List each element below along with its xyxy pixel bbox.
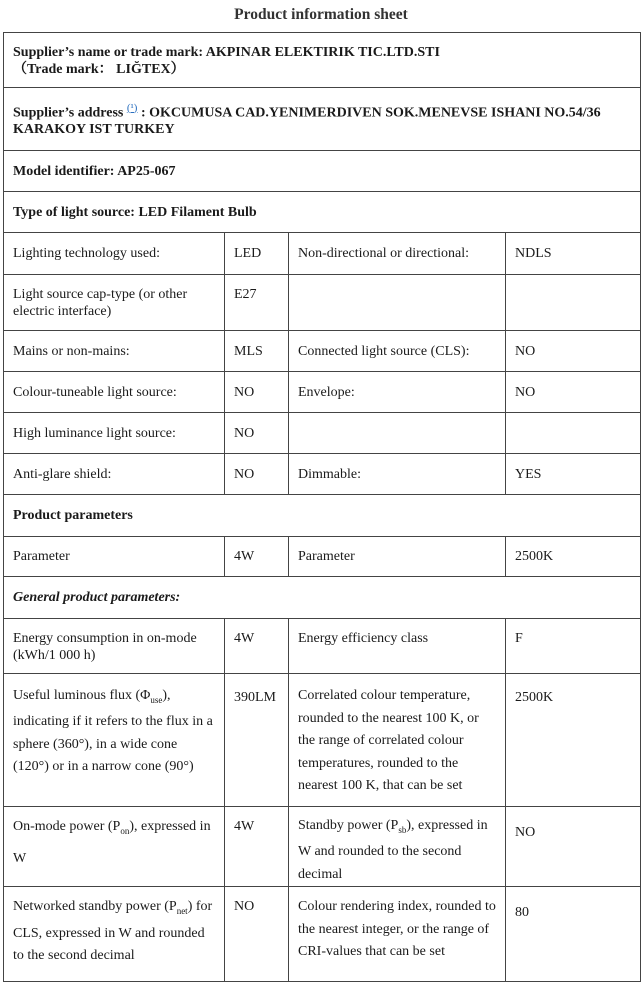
cell-value: NO	[225, 372, 289, 413]
table-row	[4, 372, 641, 413]
supplier-name-row	[4, 33, 641, 88]
supplier-name-cell	[4, 33, 641, 88]
power-label-rest: ), expressed in W	[13, 819, 211, 866]
cell-value: 80	[506, 887, 641, 982]
cell-value: NO	[506, 372, 641, 413]
cell-value: NO	[225, 413, 289, 454]
cell-value: 2500K	[506, 674, 641, 807]
table-row	[4, 454, 641, 495]
table-row	[4, 807, 641, 887]
supplier-address-row	[4, 88, 641, 151]
cell-label: Non-directional or directional:	[289, 233, 506, 275]
cell-label	[289, 275, 506, 331]
supplier-address-cell	[4, 88, 641, 151]
cell-label: Mains or non-mains:	[4, 331, 225, 372]
cell-label	[289, 413, 506, 454]
cell-label: Lighting technology used:	[4, 233, 225, 275]
table-row	[4, 331, 641, 372]
cell-label	[4, 807, 225, 887]
table-row	[4, 233, 641, 275]
supplier-address: : OKCUMUSA CAD.YENIMERDIVEN SOK.MENEVSE ISHANI NO.54/36 KARAKOY IST TURKEY	[13, 105, 601, 138]
cell-value	[506, 275, 641, 331]
cell-value: LED	[225, 233, 289, 275]
cell-label: Parameter	[289, 537, 506, 577]
table-row	[4, 674, 641, 807]
supplier-address-label: Supplier’s address	[13, 105, 127, 121]
cell-value	[506, 413, 641, 454]
cell-label: Envelope:	[289, 372, 506, 413]
cell-value: NDLS	[506, 233, 641, 275]
table-row	[4, 413, 641, 454]
footnote-link[interactable]: (¹)	[126, 101, 138, 114]
networked-label-rest: ) for CLS, expressed in W and rounded to the second decimal	[13, 899, 213, 964]
standby-label-text: Standby power (P	[298, 818, 399, 833]
table-row	[4, 887, 641, 982]
light-source-type: Type of light source: LED Filament Bulb	[4, 192, 641, 233]
cell-label: Energy efficiency class	[289, 619, 506, 674]
section-header-row	[4, 495, 641, 537]
section-header: Product parameters	[4, 495, 641, 537]
model-row	[4, 151, 641, 192]
cell-value: NO	[506, 331, 641, 372]
cell-label: Parameter	[4, 537, 225, 577]
product-information-table	[3, 32, 641, 982]
supplier-name: Supplier’s name or trade mark: AKPINAR ELEKTIRIK TIC.LTD.STI	[13, 45, 440, 60]
table-row	[4, 619, 641, 674]
cell-value: E27	[225, 275, 289, 331]
power-label-text: On-mode power (P	[13, 819, 121, 834]
cell-value: 4W	[225, 807, 289, 887]
light-source-type-row	[4, 192, 641, 233]
cell-label	[4, 887, 225, 982]
cell-label: High luminance light source:	[4, 413, 225, 454]
cell-value: NO	[225, 887, 289, 982]
cell-label	[4, 674, 225, 807]
cell-label: Correlated colour temperature, rounded to the nearest 100 K, or the range of correlated colour temperatures, rounded to the nearest 100 K, that can be set	[289, 674, 506, 807]
flux-subscript: use	[150, 694, 163, 705]
cell-value: 4W	[225, 537, 289, 577]
cell-value: 390LM	[225, 674, 289, 807]
model-identifier: Model identifier: AP25-067	[4, 151, 641, 192]
flux-label-text: Useful luminous flux (Φ	[13, 688, 151, 703]
table-row	[4, 275, 641, 331]
power-subscript: on	[120, 825, 130, 836]
standby-subscript: sb	[398, 824, 407, 835]
networked-subscript: net	[176, 906, 188, 917]
trade-mark: （Trade mark： LIĞTEX）	[13, 62, 185, 77]
section-header: General product parameters:	[4, 577, 641, 619]
cell-label: Colour rendering index, rounded to the nearest integer, or the range of CRI-values that can be set	[289, 887, 506, 982]
cell-value: MLS	[225, 331, 289, 372]
table-row	[4, 537, 641, 577]
cell-value: NO	[506, 807, 641, 887]
cell-value: F	[506, 619, 641, 674]
cell-value: YES	[506, 454, 641, 495]
cell-label: Colour-tuneable light source:	[4, 372, 225, 413]
standby-label-rest: ), expressed in W and rounded to the second decimal	[298, 818, 488, 882]
cell-label: Dimmable:	[289, 454, 506, 495]
cell-value: 2500K	[506, 537, 641, 577]
page-title: Product information sheet	[234, 6, 408, 23]
cell-value: NO	[225, 454, 289, 495]
section-header-row	[4, 577, 641, 619]
cell-label: Anti-glare shield:	[4, 454, 225, 495]
cell-label: Light source cap-type (or other electric interface)	[4, 275, 225, 331]
cell-label: Connected light source (CLS):	[289, 331, 506, 372]
flux-label-rest: ), indicating if it refers to the flux in a sphere (360°), in a wide cone (120°) or in a narrow cone (90°)	[13, 688, 213, 775]
cell-value: 4W	[225, 619, 289, 674]
networked-label-text: Networked standby power (P	[13, 899, 177, 915]
cell-label	[289, 807, 506, 887]
cell-label: Energy consumption in on-mode (kWh/1 000 h)	[4, 619, 225, 674]
